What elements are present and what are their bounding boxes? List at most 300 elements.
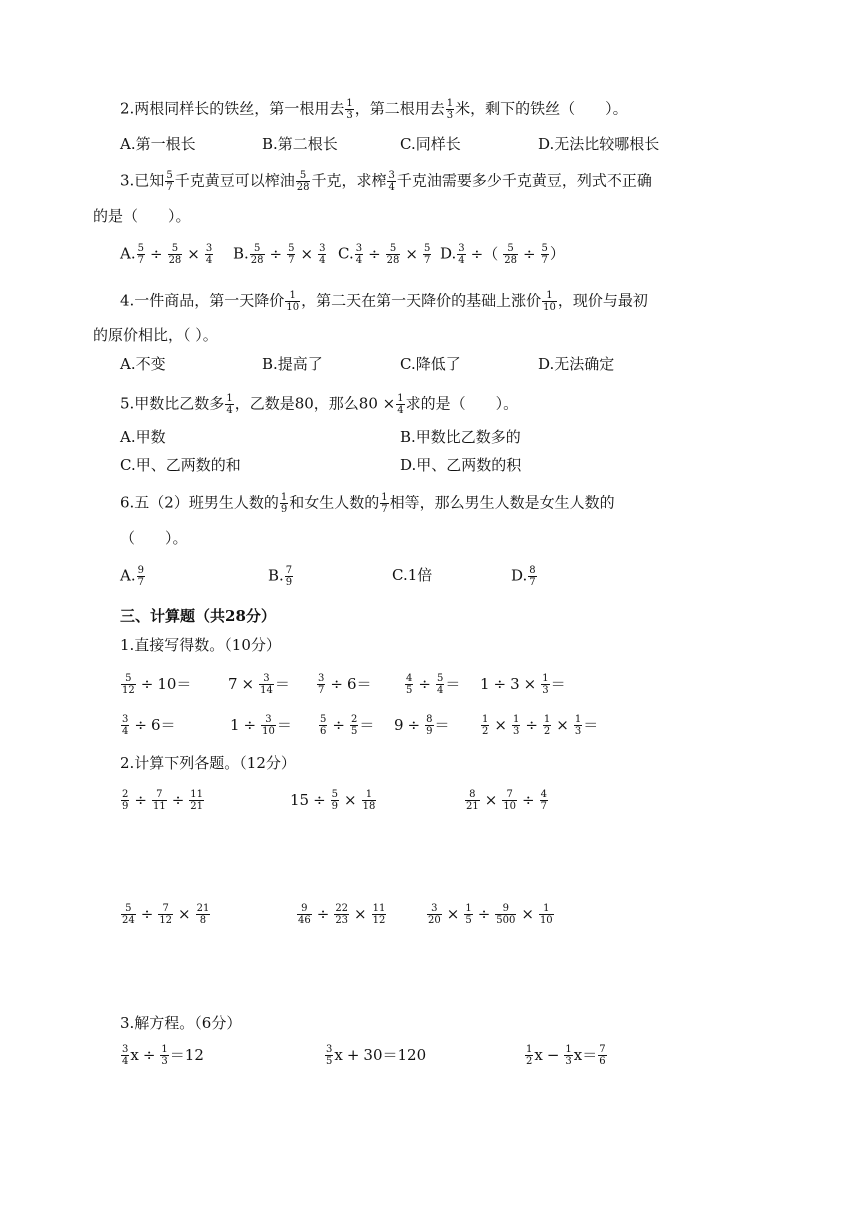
denominator: 7 <box>137 577 144 588</box>
q5-text-2: ，乙数是80，那么80 × <box>234 394 396 413</box>
denominator: 28 <box>296 182 310 193</box>
denominator: 4 <box>122 1056 129 1067</box>
denominator: 8 <box>199 915 207 926</box>
operator: ÷ <box>142 1046 156 1064</box>
fraction <box>345 98 353 121</box>
q2-text-3: 米，剩下的铁丝（ ）。 <box>455 99 628 118</box>
denominator: 21 <box>190 801 203 812</box>
fraction <box>189 789 204 812</box>
fraction <box>457 243 465 266</box>
p1-title: 1.直接写得数。（10分） <box>120 636 281 654</box>
operator: ÷ <box>243 716 257 734</box>
numerator: 1 <box>482 714 489 725</box>
denominator: 7 <box>318 685 325 696</box>
q3-option-b <box>233 243 327 266</box>
expression <box>228 673 290 696</box>
denominator: 10 <box>539 915 553 926</box>
fraction <box>396 393 404 416</box>
fraction <box>325 1044 333 1067</box>
question-6-stem <box>120 492 615 515</box>
denominator: 3 <box>446 110 454 121</box>
denominator: 21 <box>466 801 479 812</box>
fraction <box>574 714 582 737</box>
question-2-stem <box>120 98 628 121</box>
denominator: 9 <box>426 726 433 737</box>
numerator: 5 <box>331 789 339 800</box>
q4-option-d: D.无法确定 <box>538 355 615 373</box>
q6-option-c: C.1倍 <box>392 566 433 584</box>
denominator: 23 <box>335 915 349 926</box>
denominator: 500 <box>496 915 516 926</box>
operator: ÷ <box>330 675 343 693</box>
numerator: 1 <box>574 714 582 725</box>
denominator: 3 <box>346 110 353 121</box>
numerator: 9 <box>137 565 144 576</box>
denominator: 7 <box>541 255 548 266</box>
numerator: 1 <box>226 393 233 404</box>
fraction <box>528 565 536 588</box>
denominator: 24 <box>122 915 135 926</box>
fraction <box>503 243 518 266</box>
p2-title: 2.计算下列各题。（12分） <box>120 754 296 772</box>
numerator: 4 <box>540 789 547 800</box>
question-3-stem <box>120 170 652 193</box>
expression-text: 7 <box>228 675 238 693</box>
expression <box>324 1044 426 1067</box>
expression-text: ＝ <box>434 716 450 734</box>
numerator: 9 <box>297 903 312 915</box>
denominator: 4 <box>388 182 395 193</box>
q4-line-2: 的原价相比，（ ）。 <box>93 326 218 344</box>
q3-option-a <box>120 243 214 266</box>
fraction <box>261 714 276 737</box>
expression-text: 3 <box>510 675 520 693</box>
denominator: 28 <box>386 255 400 266</box>
fraction <box>280 492 288 515</box>
section-3-title: 三、计算题（共28分） <box>120 607 276 625</box>
expression-text: ＝ <box>550 675 566 693</box>
numerator: 5 <box>541 243 548 254</box>
denominator: 5 <box>350 726 358 737</box>
q3-option-c <box>338 243 432 266</box>
denominator: 4 <box>355 255 363 266</box>
numerator: 5 <box>121 903 136 915</box>
denominator: 3 <box>574 726 582 737</box>
fraction <box>539 903 554 926</box>
denominator: 5 <box>326 1056 333 1067</box>
q2-text-2: ，第二根用去 <box>354 99 445 118</box>
operator: × <box>187 244 200 263</box>
expression-text: 1 <box>480 675 490 693</box>
expression-text: 15 <box>290 791 310 809</box>
q6-option-b <box>268 565 294 588</box>
operator: ÷ <box>332 716 345 734</box>
q5-text-1: 5.甲数比乙数多 <box>120 394 225 413</box>
operator: ÷ <box>368 244 381 263</box>
expression-text: 30＝120 <box>363 1046 427 1064</box>
expression <box>480 673 566 696</box>
numerator: 3 <box>388 170 395 181</box>
denominator: 2 <box>543 726 551 737</box>
denominator: 7 <box>423 255 431 266</box>
denominator: 10 <box>286 302 300 313</box>
fraction <box>152 789 167 812</box>
question-4-stem <box>120 290 648 313</box>
operator: × <box>405 244 418 263</box>
denominator: 28 <box>250 255 264 266</box>
fraction <box>334 903 349 926</box>
expression-text: ＝ <box>359 716 375 734</box>
operator: ÷ <box>407 716 421 734</box>
numerator: 8 <box>465 789 480 801</box>
option-label: D. <box>440 244 457 263</box>
q6-text-2: 和女生人数的 <box>289 493 380 512</box>
denominator: 10 <box>543 302 556 313</box>
numerator: 7 <box>599 1044 606 1055</box>
q2-option-c: C.同样长 <box>400 135 461 153</box>
denominator: 4 <box>397 405 404 416</box>
expression-text: ＝ <box>276 716 292 734</box>
q4-option-a: A.不变 <box>120 355 166 373</box>
numerator: 1 <box>512 714 520 725</box>
denominator: 14 <box>260 685 273 696</box>
denominator: 3 <box>565 1056 572 1067</box>
numerator: 1 <box>161 1044 168 1055</box>
numerator: 7 <box>285 565 293 576</box>
fraction <box>541 243 549 266</box>
fraction <box>121 789 129 812</box>
fraction <box>564 1044 572 1067</box>
fraction <box>386 243 401 266</box>
denominator: 7 <box>166 182 173 193</box>
expression <box>120 673 191 696</box>
q4-text-1: 4.一件商品，第一天降价 <box>120 291 285 310</box>
fraction <box>464 903 472 926</box>
fraction <box>250 243 265 266</box>
expression-text: 6＝ <box>346 675 372 693</box>
q4-text-3: ，现价与最初 <box>557 291 648 310</box>
numerator: 5 <box>288 243 295 254</box>
q3-text-1: 3.已知 <box>120 171 165 190</box>
operator: ÷ <box>418 675 431 693</box>
option-label: C. <box>338 244 354 263</box>
fraction <box>372 903 387 926</box>
numerator: 8 <box>529 565 536 576</box>
expression-text: x <box>130 1046 139 1064</box>
numerator: 4 <box>406 673 413 684</box>
expression <box>290 789 377 812</box>
denominator: 28 <box>504 255 517 266</box>
numerator: 1 <box>565 1044 572 1055</box>
fraction <box>158 903 173 926</box>
fraction <box>319 714 327 737</box>
operator: ÷ <box>522 244 536 263</box>
numerator: 3 <box>427 903 442 915</box>
numerator: 3 <box>261 714 276 726</box>
operator: ÷（ <box>470 244 499 263</box>
fraction <box>225 393 233 416</box>
denominator: 9 <box>331 801 339 812</box>
denominator: 10 <box>262 726 275 737</box>
operator: ÷ <box>140 675 154 693</box>
option-label: B. <box>268 566 284 585</box>
numerator: 5 <box>436 673 444 684</box>
question-5-stem <box>120 393 518 416</box>
denominator: 3 <box>512 726 520 737</box>
fraction <box>446 98 454 121</box>
operator: × <box>446 905 460 923</box>
operator: ÷ <box>140 905 154 923</box>
q2-option-b: B.第二根长 <box>262 135 338 153</box>
denominator: 4 <box>122 726 129 737</box>
fraction <box>541 673 549 696</box>
numerator: 5 <box>137 243 144 254</box>
operator: ÷ <box>149 244 163 263</box>
numerator: 3 <box>319 243 326 254</box>
denominator: 20 <box>428 915 441 926</box>
fraction <box>362 789 377 812</box>
fraction <box>436 673 444 696</box>
fraction <box>542 290 557 313</box>
numerator: 9 <box>495 903 516 915</box>
numerator: 1 <box>539 903 554 915</box>
q5-option-b: B.甲数比乙数多的 <box>400 428 521 446</box>
numerator: 1 <box>542 673 549 684</box>
denominator: 46 <box>298 915 311 926</box>
fraction <box>121 673 136 696</box>
q3-option-d <box>440 243 565 266</box>
numerator: 1 <box>465 903 472 914</box>
operator: ÷ <box>269 244 283 263</box>
fraction <box>205 243 213 266</box>
fraction <box>425 714 433 737</box>
expression-text: ＝ <box>445 675 461 693</box>
denominator: 7 <box>288 255 295 266</box>
denominator: 9 <box>122 801 129 812</box>
option-label: A. <box>120 244 136 263</box>
operator: × <box>300 244 314 263</box>
fraction <box>540 789 548 812</box>
expression <box>404 673 460 696</box>
option-label: A. <box>120 566 136 585</box>
numerator: 5 <box>386 243 401 255</box>
operator: ÷ <box>313 791 326 809</box>
numerator: 5 <box>503 243 518 255</box>
q5-option-d: D.甲、乙两数的积 <box>400 456 522 474</box>
q3-text-2: 千克黄豆可以榨油 <box>174 171 295 190</box>
numerator: 1 <box>362 789 377 801</box>
numerator: 3 <box>205 243 213 254</box>
fraction <box>318 243 326 266</box>
numerator: 5 <box>166 170 173 181</box>
q6-text-3: 相等，那么男生人数是女生人数的 <box>389 493 615 512</box>
operator: + <box>346 1046 360 1064</box>
q5-option-a: A.甲数 <box>120 428 166 446</box>
q3-text-4: 千克油需要多少千克黄豆，列式不正确 <box>396 171 652 190</box>
denominator: 3 <box>161 1056 168 1067</box>
fraction <box>380 492 388 515</box>
numerator: 5 <box>250 243 265 255</box>
numerator: 1 <box>446 98 454 109</box>
denominator: 5 <box>465 915 472 926</box>
operator: ÷ <box>316 905 330 923</box>
fraction <box>525 1044 533 1067</box>
denominator: 9 <box>285 577 293 588</box>
fraction <box>331 789 339 812</box>
expression <box>426 903 555 926</box>
numerator: 1 <box>543 714 551 725</box>
fraction <box>317 673 325 696</box>
fraction <box>502 789 517 812</box>
operator: × <box>523 675 537 693</box>
numerator: 22 <box>335 903 349 914</box>
operator: ÷ <box>477 905 491 923</box>
fraction <box>196 903 211 926</box>
q4-text-2: ，第二天在第一天降价的基础上涨价 <box>301 291 542 310</box>
denominator: 18 <box>362 801 376 812</box>
expression <box>524 1044 608 1067</box>
operator: ÷ <box>522 791 535 809</box>
q5-option-c: C.甲、乙两数的和 <box>120 456 241 474</box>
expression-text: 1 <box>230 716 240 734</box>
numerator: 3 <box>355 243 363 254</box>
numerator: 5 <box>168 243 183 255</box>
expression <box>230 714 292 737</box>
denominator: 7 <box>540 801 547 812</box>
numerator: 7 <box>152 789 167 801</box>
expression <box>316 673 372 696</box>
operator: × <box>494 716 507 734</box>
denominator: 7 <box>381 504 388 515</box>
numerator: 11 <box>190 789 203 800</box>
fraction <box>121 1044 129 1067</box>
numerator: 3 <box>326 1044 333 1055</box>
expression-text: ＝ <box>583 716 599 734</box>
numerator: 7 <box>158 903 173 915</box>
expression <box>120 714 176 737</box>
operator: − <box>546 1046 560 1064</box>
numerator: 5 <box>121 673 136 685</box>
numerator: 1 <box>280 492 288 503</box>
numerator: 1 <box>397 393 404 404</box>
denominator: 2 <box>526 1056 533 1067</box>
denominator: 4 <box>226 405 233 416</box>
denominator: 11 <box>152 801 166 812</box>
numerator: 2 <box>122 789 129 800</box>
q6-option-a <box>120 565 146 588</box>
q4-option-b: B.提高了 <box>262 355 323 373</box>
fraction <box>137 565 145 588</box>
fraction <box>427 903 442 926</box>
fraction <box>168 243 183 266</box>
numerator: 5 <box>296 170 311 182</box>
expression <box>120 1044 204 1067</box>
numerator: 3 <box>259 673 274 685</box>
operator: × <box>178 905 191 923</box>
expression <box>318 714 374 737</box>
expression-text: ＝12 <box>169 1046 204 1064</box>
operator: × <box>241 675 255 693</box>
fraction <box>543 714 551 737</box>
denominator: 6 <box>599 1056 606 1067</box>
numerator: 5 <box>423 243 431 254</box>
expression <box>464 789 549 812</box>
numerator: 3 <box>122 714 129 725</box>
close-paren: ） <box>549 244 565 263</box>
numerator: 2 <box>350 714 358 725</box>
numerator: 1 <box>542 290 557 302</box>
fraction <box>387 170 395 193</box>
numerator: 3 <box>458 243 465 254</box>
numerator: 1 <box>381 492 388 503</box>
denominator: 9 <box>280 504 288 515</box>
numerator: 8 <box>426 714 433 725</box>
operator: ÷ <box>134 716 147 734</box>
fraction <box>121 903 136 926</box>
numerator: 11 <box>372 903 386 914</box>
fraction <box>481 714 489 737</box>
numerator: 1 <box>526 1044 533 1055</box>
fraction <box>285 290 300 313</box>
fraction <box>165 170 173 193</box>
q3-text-3: 千克，求榨 <box>311 171 387 190</box>
denominator: 7 <box>137 255 144 266</box>
expression-text: x <box>534 1046 543 1064</box>
fraction <box>465 789 480 812</box>
operator: ÷ <box>525 716 538 734</box>
operator: × <box>556 716 569 734</box>
fraction <box>350 714 358 737</box>
expression-text: 6＝ <box>150 716 176 734</box>
operator: ÷ <box>493 675 507 693</box>
fraction <box>160 1044 168 1067</box>
denominator: 12 <box>372 915 386 926</box>
numerator: 7 <box>502 789 517 801</box>
q5-text-3: 求的是（ ）。 <box>405 394 519 413</box>
denominator: 4 <box>458 255 465 266</box>
q6-text-1: 6.五（2）班男生人数的 <box>120 493 279 512</box>
p3-title: 3.解方程。（6分） <box>120 1014 242 1032</box>
expression-text: x＝ <box>573 1046 598 1064</box>
numerator: 21 <box>196 903 210 914</box>
fraction <box>297 903 312 926</box>
denominator: 4 <box>436 685 444 696</box>
denominator: 7 <box>529 577 536 588</box>
expression-text: 10＝ <box>157 675 192 693</box>
fraction <box>405 673 413 696</box>
expression <box>120 789 205 812</box>
q4-option-c: C.降低了 <box>400 355 461 373</box>
operator: × <box>521 905 534 923</box>
denominator: 12 <box>122 685 135 696</box>
fraction <box>296 170 311 193</box>
operator: × <box>354 905 367 923</box>
expression-text: ＝ <box>274 675 290 693</box>
q6-line-2: （ ）。 <box>120 529 188 547</box>
option-label: B. <box>233 244 249 263</box>
denominator: 4 <box>205 255 213 266</box>
operator: × <box>344 791 357 809</box>
fraction <box>287 243 295 266</box>
fraction <box>423 243 431 266</box>
numerator: 5 <box>320 714 327 725</box>
operator: ÷ <box>134 791 147 809</box>
fraction <box>137 243 145 266</box>
denominator: 10 <box>503 801 517 812</box>
expression-text: 9 <box>394 716 404 734</box>
denominator: 3 <box>542 685 549 696</box>
denominator: 28 <box>168 255 182 266</box>
